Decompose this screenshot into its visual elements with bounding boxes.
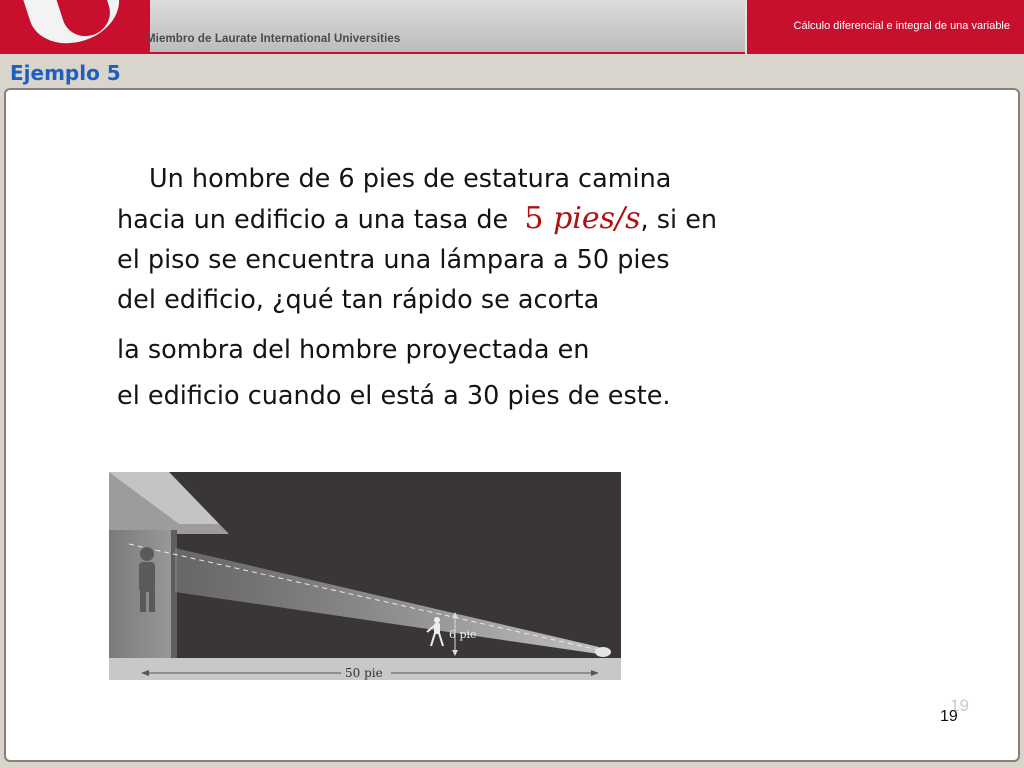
problem-line-2-tail: , si en (640, 205, 718, 235)
problem-line-6: el edificio cuando el está a 30 pies de este. (117, 381, 671, 411)
page-number-shadow: 19 (950, 696, 969, 715)
rate-units: pies/s (553, 201, 641, 236)
header-brand-area (0, 0, 745, 54)
floor-lamp (595, 647, 611, 657)
rate-number: 5 (524, 201, 544, 236)
slide-title: Ejemplo 5 (10, 61, 121, 85)
height-label: 6 pie (449, 628, 477, 641)
problem-line-2-text: hacia un edificio a una tasa de (117, 205, 509, 235)
course-title: Cálculo diferencial e integral de una variable (793, 20, 1010, 32)
shadow-diagram-figure (109, 472, 621, 680)
distance-label: 50 pie (345, 666, 383, 680)
header-bar (0, 0, 1024, 54)
header-tagline: Miembro de Laurate International Universities (146, 33, 401, 45)
university-logo (0, 0, 150, 54)
page-number: 19 (940, 708, 958, 725)
problem-line-3: el piso se encuentra una lámpara a 50 pies (117, 245, 670, 275)
problem-line-5: la sombra del hombre proyectada en (117, 335, 590, 365)
problem-statement (117, 159, 917, 416)
header-divider (745, 0, 747, 54)
rate-formula (524, 201, 640, 236)
shadow-diagram (109, 472, 621, 680)
problem-line-4: del edificio, ¿qué tan rápido se acorta (117, 285, 600, 315)
problem-line-2 (117, 199, 917, 240)
problem-line-1: Un hombre de 6 pies de estatura camina (149, 164, 672, 194)
